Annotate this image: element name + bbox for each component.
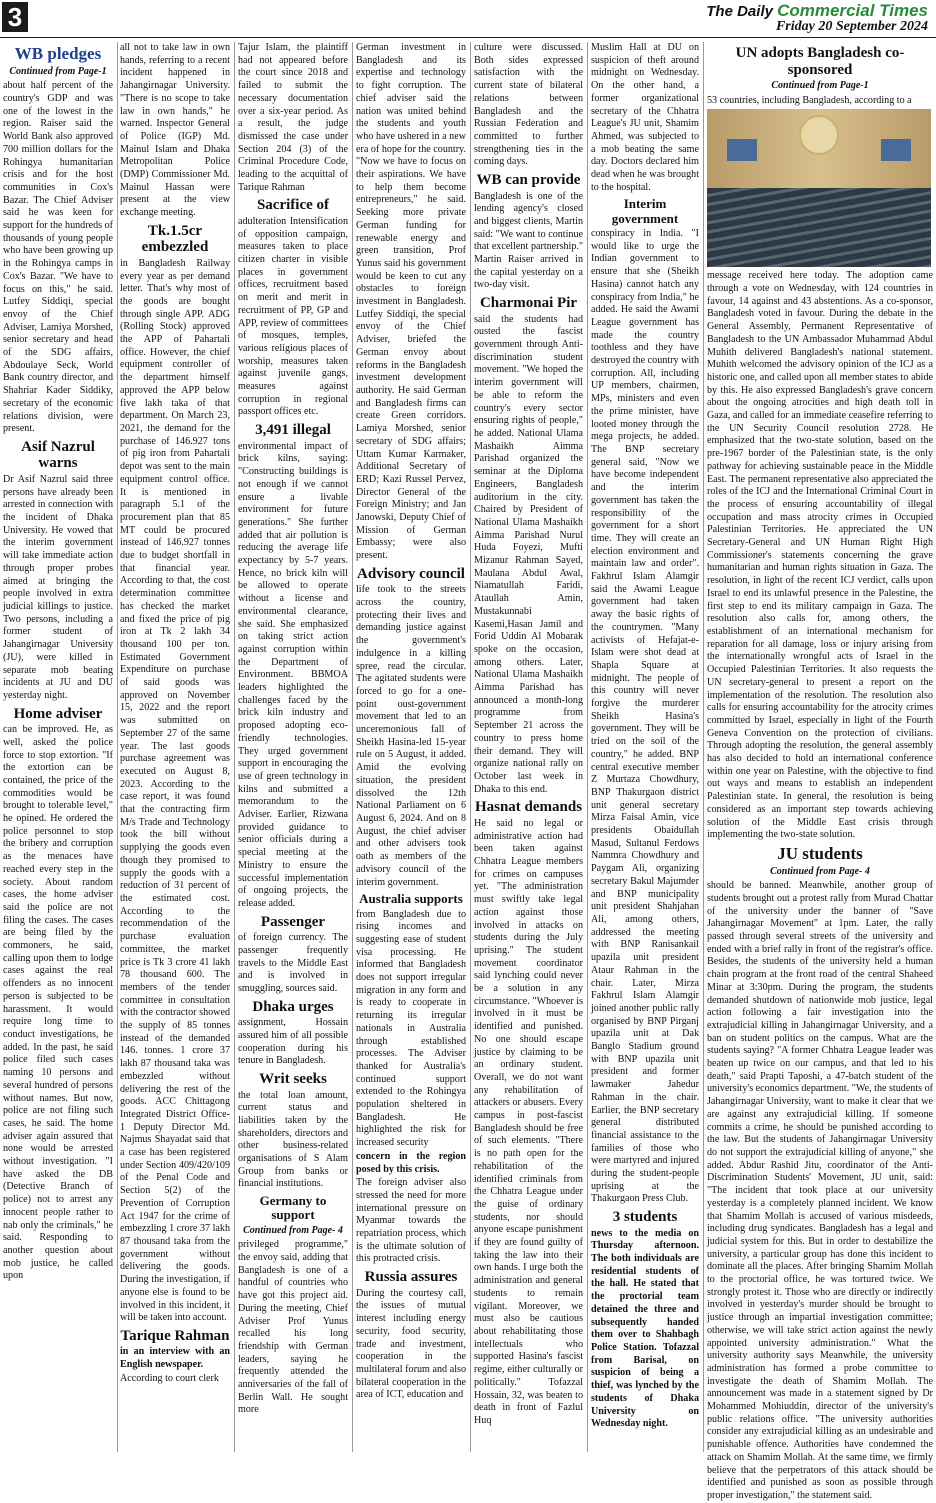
paper-prefix: The Daily	[706, 3, 778, 20]
headline-ju-students: JU students	[777, 843, 863, 863]
article-body: conspiracy in India. "I would like to urge the Indian government to ensure that she (Sheikh Hasina) cannot hatch any conspiracy from India," he added. He said the Awami League government has made the country toothless and they have destroyed the country with corruption. All, including UP members, chairmen, MPs, ministers and even the prime minister, have looted money through the mega projects, he added. The BNP secretary general said, "Now we have become independent and the interim government has taken the responsibility of the government for a short time. They will create an election environment and maintain law and order". Fakhrul Islam Alamgir said the Awami League government had taken away the basic rights of the countrymen. "Many activists of Hefajat-e-Islam were shot dead at Shapla Square at midnight. The people of this country will never forgive the murderer Sheikh Hasina's government. They will be tried on the soil of the country," he added. BNP central executive member Z Murtaza Chowdhury, BNP Thakurgaon district unit general secretary Mirza Faisal Amin, vice presidents Obaidullah Masud, Sultanul Ferdows Nammra Chowdhury and Paygam Ali, organizing secretary Bakul Majumder and BNP municipality unit president Shahjahan Ali, among others, addressed the meeting with BNP Ranisankail upazila unit president Ataur Rahman in the chair. Later, Mirza Fakhrul Islam Alamgir joined another public rally organised by BNP Pirganj upazila unit at Dak Banglo Stadium ground with BNP upazila unit president and former lawmaker Jahedur Rahman in the chair. Earlier, the BNP secretary general distributed financial assistance to the families of those who were martyred and injured during the student-people uprising at the Thakurgaon Press Club.	[591, 228, 699, 1205]
article-body: the total loan amount, current status and liabilities taken by the shareholders, directors and other business-related organisations of S Alam Group from banks or financial institutions.	[238, 1089, 348, 1190]
headline-australia-supports: Australia supports	[359, 891, 463, 907]
article-body: environmental impact of brick kilns, saying: "Constructing buildings is not enough if we cannot ensure a livable environment for future generations." She further added that air pollution is reducing the average life expectancy by 5-7 years. Hence, no brick kiln will be allowed to operate without a license and environmental clearance, she said. She emphasized on taking strict action against corruption within the Department of Environment. BBMOA leaders highlighted the challenges faced by the brick kiln industry and proposed adopting eco-friendly technologies. They urged government support in encouraging the use of green technology in kilns and submitted a memorandum to the Adviser. Earlier, Rizwana provided guidance to senior officials during a special meeting at the Ministry to ensure the successful implementation of ongoing projects, the release added.	[238, 440, 348, 909]
un-general-assembly-photo	[707, 109, 931, 267]
article-emphasis: concern in the region posed by this crisis.	[356, 1150, 466, 1175]
headline-writ-seeks: Writ seeks	[259, 1071, 327, 1088]
article-body: privileged programme," the envoy said, adding that Bangladesh is one of a handful of countries who have got this project aid. During the meeting, Chief Adviser Prof Yunus recalled his long friendship with German leaders, saying he frequently attended the anniversaries of the fall of Berlin Wall. He sought more	[238, 1239, 348, 1416]
headline-sacrifice-of: Sacrifice of	[256, 197, 330, 214]
headline-interim-government: Interim government	[611, 196, 679, 226]
article-lead: 53 countries, including Bangladesh, according to a	[707, 94, 912, 106]
continued-note: Continued from Page-1	[9, 65, 107, 77]
continued-note: Continued from Page-1	[771, 80, 869, 91]
article-body: news to the media on Thursday afternoon. The both individuals are residential students of the hall. He stated that the proctorial team detained the three and subsequently handed them over to Shahbagh Police Station. Tofazzal from Barisal, on suspicion of being a thief, was lynched by the students of Dhaka University on Wednesday night.	[591, 1227, 699, 1430]
column-rule	[703, 42, 704, 1452]
column-rule	[352, 42, 353, 1452]
article-body: life took to the streets across the country, protecting their lives and demanding justice against the government's indulgence in a killing spree, read the circular. The agitated students were forced to go for a one-point oust-government movement that led to an unceremonious fall of Sheikh Hasina-led 15-year rule on 5 August, it added. Amid the evolving situation, the president dissolved the 12th National Parliament on 6 August 6, 2024. And on 8 August, the chief adviser and other advisers took oath as members of the advisory council of the interim government.	[356, 584, 466, 888]
headline-illegal-kilns: 3,491 illegal	[255, 422, 331, 439]
column-4	[356, 42, 466, 1454]
headline-un-adopts: UN adopts Bangladesh co-sponsored	[735, 45, 905, 78]
article-body: adulteration Intensification of opposition campaign, measures taken to place citizen charter in visible places in government offices, recruitment based on merit and merit in recruitment of PP, GP and APP, review of committees of mosques, temples, various religious places of worship, measures taken against juvenile gangs, measures against corruption in regional passport offices etc.	[238, 215, 348, 418]
article-body: During the courtesy call, the issues of mutual interest including energy security, food security, trade and investment, cooperation in the multilateral forum and also bilateral cooperation in the area of ICT, education and	[356, 1287, 466, 1401]
headline-advisory-council: Advisory council	[357, 565, 465, 582]
paper-brand: Commercial Times	[777, 1, 928, 20]
article-lead: in an interview with an English newspaper.	[120, 1346, 230, 1371]
article-body: assignment, Hossain assured him of all possible cooperation during his tenure in Bangladesh.	[238, 1017, 348, 1067]
headline-hasnat-demands: Hasnat demands	[474, 799, 583, 816]
article-body: culture were discussed. Both sides expressed satisfaction with the current state of bilateral relations between Bangladesh and the Russian Federation and committed to further strengthening ties in the coming days.	[474, 42, 583, 168]
article-body: about half percent of the country's GDP and was one of the lowest in the region. Raiser said the World Bank also approved 700 million dollars for the Rohingya humanitarian crisis and for the host communities in Cox's Bazar. The Chief Adviser said he was keen for support for the hundreds of thousands of young people who have been growing up in the Rohingya camps in Cox's Bazar. "We have to focus on this," he said. Lutfey Siddiqi, special envoy of the Chief Adviser, Lamiya Morshed, senior secretary and head of the SDG affairs, Abdoulaye Seck, World Bank country director, and Shahriar Kader Siddiky, secretary of the economic relations division, were present.	[3, 80, 113, 435]
column-2	[120, 42, 230, 1454]
headline-3-students: 3 students	[612, 1209, 678, 1226]
headline-tarique-rahman: Tarique Rahman	[120, 1327, 230, 1344]
article-body: said the students had ousted the fascist government through Anti-discrimination student movement. "We hoped the interim government will be able to reform the country's every sector ensuring rights of people," he added. National Ulama Mashaikh Aimma Parishad organized the seminar at the Diploma Engineers, Bangladesh auditorium in the city. Chaired by President of National Ulama Mashaikh Aimma Parishad Nurul Huda Foyezi, Mufti Mizanur Rahman Sayed, Maulana Abdul Awal, Niamatullah Faridi, Ataullah Amin, Mustakunnabi Kasemi,Hasan Jamil and Forid Uddin Al Mobarak spoke on the occasion, among others. Later, National Ulama Mashaikh Aimma Parishad has announced a month-long programme from September 21 across the country to press home their demand. They will organize national rally on October last week in Dhaka to this end.	[474, 313, 583, 795]
column-3	[238, 42, 348, 1454]
headline-passenger: Passenger	[260, 913, 326, 930]
article-body: He said no legal or administrative action had been taken against Chhatra League members for crimes on campuses yet. "The administration must swiftly take legal action against those involved in attacks on students during the July uprising." The student movement coordinator said lynching could never be a solution in any circumstance. "Whoever is involved in it must be identified and punished. No one should escape justice by claiming to be an ordinary student. Overall, we do not want any rehabilitation of attackers or abusers. Every campus in post-fascist Bangladesh should be free of such elements. "There is no path open for the rehabilitation of the identified criminals from the Chhatra League under the guise of ordinary students, nor should anyone escape punishment if they are found guilty of taking the law into their own hands. I urge both the administration and general students to remain vigilant. Moreover, we must also be cautious about rehabilitating those intellectuals who supported Hasina's fascist regime, either culturally or politically." Tofazzal Hossain, 32, was beaten to death in front of Fazlul Huq	[474, 817, 583, 1426]
headline-wb-pledges: WB pledges	[14, 44, 102, 63]
article-body: German investment in Bangladesh and its expertise and technology to fight corruption. The chief adviser said the nation was united behind the students and youth who have ushered in a new era of hope for the country. "Now we have to focus on their aspirations. We have to help them become entrepreneurs," he said. Seeking more private German funding for renewable energy and green transition, Prof Yunus said his government would be keen to cut any obstacles to foreign investment in Bangladesh. Lutfey Siddiqi, the special envoy of the Chief Adviser, briefed the German envoy about reforms in the Bangladesh investment development authority. He said German and Bangladesh firms can create Green corridors. Lamiya Morshed, senior secretary of SDG affairs; Uttam Kumar Karmaker, Additional Secretary of ERD; Kazi Russel Pervez, Director General of the Foreign Ministry; and Jan Janowski, Deputy Chief of Mission of German Embassy; were also present.	[356, 42, 466, 562]
headline-dhaka-urges: Dhaka urges	[252, 998, 334, 1015]
column-7	[707, 42, 934, 1501]
headline-home-adviser: Home adviser	[13, 705, 103, 722]
article-body: in Bangladesh Railway every year as per demand letter. That's why most of the goods are bought through single APP. ADG (Rolling Stock) approved the APP of Pahartali office. However, the chief equipment controller of the department himself approved the APP below five lakh taka of that department. On March 23, 2021, the demand for the purchase of 146.927 tons of pig iron from Pahartali depot was sent to the main equipment control office. It is mentioned in paragraph 5.1 of the procurement plan that 85 MT could be procured instead of 146.927 tonnes due to budget shortfall in that financial year. According to that, the cost determination committee has checked the market and fixed the price of pig iron at Tk 2 lakh 34 thousand 100 per ton. Estimated Government Expenditure on purchase of said goods was approved on November 15, 2022 and the report was submitted on September 27 of the same year. The last goods purchase agreement was executed on August 8, 2023. According to the case report, it was found that the contracting firm M/s Trade and Technology took the bill without supplying the goods even though they promised to supply the goods with a reduction of 31 percent of the estimated cost. According to the recommendation of the purchase evaluation committee, the market price is Tk 3 crore 41 lakh 78 thousand 600. The members of the tender committee in consultation with the contractor showed the supply of 85 tonnes instead of the demanded 146. tonnes. 1 crore 37 lakh 87 thousand taka was embezzled without delivering the rest of the goods. ACC Chittagong Integrated District Office-1 Deputy Director Md. Najmus Shayadat said that a case has been registered under Section 409/420/109 of the Penal Code and Section 5(2) of the Prevention of Corruption Act 1947 for the crime of embezzling 1 crore 37 lakh 87 thousand taka from the government without delivering the goods. During the investigation, if anyone else is found to be involved in this incident, it will be taken into account.	[120, 257, 230, 1324]
column-rule	[470, 42, 471, 1452]
article-body: The foreign adviser also stressed the need for more international pressure on Myanmar towards the repatriation process, which is the ultimate solution of this protracted crisis.	[356, 1177, 466, 1265]
article-body: from Bangladesh due to rising incomes and suggesting ease of student visa processing. He informed that Bangladesh does not support irregular migration in any form and is ready to cooperate in returning its irregular nationals in Australia through established processes. The Adviser thanked for Australia's continued support extended to the Rohingya population sheltered in Bangladesh. He highlighted the risk for increased security	[356, 908, 466, 1149]
masthead	[0, 0, 936, 38]
column-rule	[117, 42, 118, 1452]
article-body: Bangladesh is one of the lending agency's closed and biggest clients, Martin said: "We want to continue that excellent partnership." Martin Raiser arrived in the capital yesterday on a two-day visit.	[474, 190, 583, 291]
article-body: Tajur Islam, the plaintiff had not appeared before the court since 2018 and failed to submit the necessary documentation over a six-year period. As a result, the judge dismissed the case under Section 204 (3) of the Criminal Procedure Code, leading to the acquittal of Tarique Rahman	[238, 42, 348, 193]
headline-germany-support: Germany to support	[259, 1193, 327, 1223]
headline-charmonai-pir: Charmonai Pir	[479, 295, 578, 312]
headline-tk-embezzled: Tk.1.5cr embezzled	[141, 222, 209, 256]
headline-russia-assures: Russia assures	[364, 1269, 458, 1286]
headline-wb-can-provide: WB can provide	[476, 172, 581, 189]
issue-date: Friday 20 September 2024	[775, 19, 928, 34]
article-body: all not to take law in own hands, referring to a recent incident happened in Jahangirnagar University. "There is no scope to take law in own hands," he warned. Inspector General of Police (IGP) Md. Mainul Islam and Dhaka Metropolitan Police (DMP) Commissioner Md. Mainul Hassan were present at the view exchange meeting.	[120, 42, 230, 219]
continued-note: Continued from Page- 4	[770, 865, 870, 877]
article-body: should be banned. Meanwhile, another group of students brought out a protest rally from Murad Chattar of the university under the banner of "Save Jahangirnagar Movement" at 1pm. Later, the rally passed through several streets of the university and ended with a brief rally in front of the registrar's office. Besides, the students of the university held a human chain program at the front road of the central Shaheed Minar at 3:30pm. During the program, the students demanded shutdown of nationwide mob justice, legal action following a fair investigation into the extrajudicial killing in Jahangirnagar University, and a ban on student politics on the campus. What are the students saying? "A former Chhatra League leader was beaten up twice on our campus, and that led to his death," said Prapti Taposhi, a 47-batch student of the university's economics department. "We, the students of Jahangirnagar University, want to make it clear that we are against any extrajudicial killing. If someone commits a crime, he should be punished according to the law. But the students of Jahangirnagar University do not support the extrajudicial killing of anyone," she added. Abdur Rashid Jitu, coordinator of the Anti-Discrimination Students' Movement, JU unit, said: "The incident that took place at our university yesterday is a completely planned incident. We know that Shamim Mollah is accused of various misdeeds, including drug syndicates. Bangladesh has a legal and judicial system for this. But in order to destabilize the university, a particular group has done this incident to dominate all the places. After bringing Shamim Mollah to the proctorial office, he was tortured twice. We strongly protest it. Those who are directly or indirectly involved in yesterday's murder should be brought to justice through an impartial investigation committee; otherwise, we will take strict action against the newly appointed university administration." What the university authority says Meanwhile, the university administration has formed a probe committee to investigate the death of Shamim Mollah. The announcement was made in a statement signed by Dr Mohammed Mohiuddin, director of the university's public relations office. "The university authorities consider any extrajudicial killing as an undesirable and punishable offence. Authorities have condemned the attack on Shamim Mollah. At the same time, we firmly believe that the perpetrators of this attack should be identified and punished as soon as possible through proper investigation," the statement said.	[707, 880, 934, 1501]
article-body: Muslim Hall at DU on suspicion of theft around midnight on Wednesday. On the other hand, a former organizational secretary of the Chhatra League's JU unit, Shamim Ahmed, was subjected to a mob beating the same day. Doctors declared him dead when he was brought to the hospital.	[591, 42, 699, 193]
page-number: 3	[2, 2, 28, 32]
continued-note: Continued from Page- 4	[243, 1224, 343, 1236]
column-6	[591, 42, 699, 1454]
article-body: message received here today. The adoption came through a vote on Wednesday, with 124 countries in favour, 14 against and 43 abstentions. As a co-sponsor, Bangladesh voted in favour. During the debate in the General Assembly, Permanent Representative of Bangladesh to the UN Ambassador Muhammad Abdul Muhith delivered Bangladesh's national statement. Muhith welcomed the advisory opinion of the ICJ as a historic one, and called upon all member states to abide by this. He also expressed Bangladesh's grave concern about the ongoing atrocities and high death toll in Gaza, and called for an immediate ceasefire referring to the UN Security Council resolution 2728. He emphasized that the two-state solution, based on the pre-1967 border of the Palestinian state, is the only pathway for achieving sustainable peace in the Middle East. The permanent representative also appreciated the roles of the ICJ and the International Criminal Court in the process of ensuring accountability of illegal occupation and mass atrocity crimes in Occupied Palestinian Territories. He appreciated the UN Secretary-General and UN Human Right High Commissioner's statements concerning the grave humanitarian and human rights situation in Gaza. The resolution, in light of the recent ICJ verdict, calls upon Israel to end its unlawful presence in the Palestine, the first step to end its military campaign in Gaza. The resolution also calls for, among others, the establishment of an international mechanism for reparation for all damage, loss or injury arising from the internationally wrongful acts of Israel in the Occupied Palestinian Territories. It also requests the UN secretary-general to present a report on the implementation of the resolution. The resolution also calls for ensuring accountability for the atrocity crimes committed by Israel, especially in light of the Fourth Geneva Convention on the protection of civilians. Through adopting the resolution, the general assembly has also decided to hold an international conference within one year on Palestine, with the objective to find out ways and means to establish an independent Palestinian state. In general, the resolution is being considered as an important step towards achieving solution of the Middle East crisis through implementing the two-state solution.	[707, 270, 933, 841]
column-1	[3, 42, 113, 1454]
column-rule	[587, 42, 588, 1452]
column-5	[474, 42, 583, 1454]
column-rule	[234, 42, 235, 1452]
paper-name	[706, 1, 928, 21]
headline-asif-nazrul: Asif Nazrul warns	[21, 438, 95, 472]
article-body: Dr Asif Nazrul said three persons have already been arrested in connection with the incident of Dhaka University. He vowed that the interim government will take immediate action through proper probes aimed at bringing the people involved in extra judicial killings to justice. Two persons, including a former student of Jahangirnagar University (JU), were killed in separate mob beating incidents at JU and DU yesterday night.	[3, 473, 113, 701]
article-body: of foreign currency. The passenger frequently travels to the Middle East and is involved in smuggling, sources said.	[238, 932, 348, 995]
article-body: can be improved. He, as well, asked the police force to stop extortion. "If the extortion can be contained, the price of the commodities would be brought to tolerable level," he opined. He ordered the police personnel to stop the bribery and corruption as the menaces have reached every step in the society. About random cases, the home adviser said the police are not filing the cases. The cases are being filed by the commoners, he said, calling upon them to lodge cases against the real offenders as no innocent person is subjected to be harassment. It would require long time to conduct investigations, he added. In the past, he said police filed such cases naming 10 persons and several hundred of persons without names. But now, police are not filing such cases, he said. The home adviser again assured that none would be arrested without investigation. "I have asked the DB (Detective Branch of police) not to arrest any innocent people rather to nab only the criminals," he said. Responding to another question about mob justice, he called upon	[3, 724, 113, 1282]
article-body: According to court clerk	[120, 1372, 219, 1384]
